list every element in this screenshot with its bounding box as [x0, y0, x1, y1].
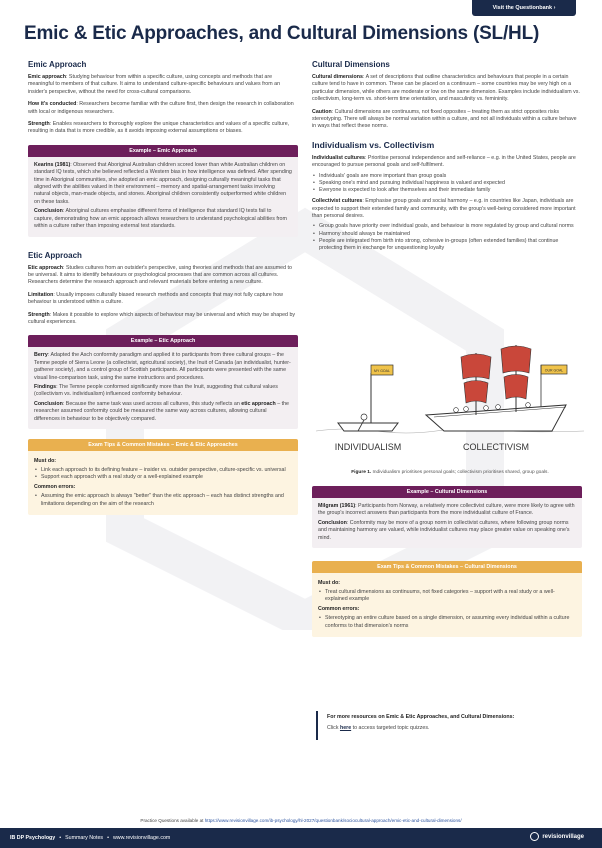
- collectivism-label: COLLECTIVISM: [462, 442, 530, 452]
- tips-dimensions-heading: Exam Tips & Common Mistakes – Cultural Dimensions: [312, 561, 582, 573]
- footer-separator: •: [59, 835, 62, 841]
- must-do-label: Must do:: [34, 458, 57, 464]
- emic-heading: Emic Approach: [28, 60, 87, 69]
- example-etic-box: [28, 335, 298, 429]
- dimensions-definition: Cultural dimensions: A set of descriptions that outline characteristics and behaviours that people in a certain culture tend to have in common. These can be placed on a continuum – some countries may be very high on a particular dimension, while others are moderate or low on the same dimension. Examples include individualism vs. collectivism, long-term vs. short-term time orientation, and masculinity vs. femininity.: [312, 74, 580, 103]
- example-dimensions-box: [312, 486, 582, 548]
- list-item: • Individuals' goals are more important than group goals: [312, 173, 582, 180]
- practice-line: Practice Questions available at https://www.revisionvillage.com/ib-psychology/hl-2027/questionbank/sociocultural-approach/emic-etic-and-cultural-dimensions/: [140, 818, 462, 823]
- tips-emic-etic-heading: Exam Tips & Common Mistakes – Emic & Etic Approaches: [28, 439, 298, 451]
- revisionvillage-logo: revisionvillage: [530, 832, 584, 841]
- footer-separator: •: [107, 835, 109, 841]
- flag-left-text: MY GOAL: [374, 369, 390, 373]
- figure-caption: Figure 1. Individualism prioritises personal goals; collectivism prioritises shared, group goals.: [351, 470, 549, 475]
- page-title: Emic & Etic Approaches, and Cultural Dimensions (SL/HL): [24, 23, 540, 44]
- dimensions-caution: Caution: Cultural dimensions are continuums, not fixed opposites – treating them as strict opposites risks stereotyping. There will always be normal variation within a culture, and not all individuals within a culture behave in ways that reflect these norms.: [312, 108, 577, 130]
- tips-dimensions-box: [312, 561, 582, 637]
- individual-boat: [338, 365, 398, 431]
- example-emic-box: [28, 145, 298, 237]
- collectivist-definition: Collectivist cultures: Emphasise group goals and social harmony – e.g. in countries like Japan, individuals are expected to support their extended family and community, with the group's well-being considered more important than personal desires.: [312, 198, 576, 220]
- cultural-dimensions-heading: Cultural Dimensions: [312, 60, 390, 69]
- example-dimensions-heading: Example – Cultural Dimensions: [312, 486, 582, 498]
- individualism-label: INDIVIDUALISM: [334, 442, 402, 452]
- list-item: • Speaking one's mind and pursuing individual happiness is valued and expected: [312, 180, 582, 187]
- resources-box: [316, 711, 584, 740]
- visit-questionbank-button[interactable]: Visit the Questionbank ›: [472, 0, 576, 16]
- right-lower-column: [312, 486, 582, 645]
- etic-definition: Etic approach: Studies cultures from an outsider's perspective, using theories and methods that are assumed to be universal. It aims to identify behaviours or psychological processes that are common across all cultures. Researchers determine the research approach and relevant materials before entering a new culture.: [28, 264, 292, 286]
- must-do-label: Must do:: [318, 580, 341, 587]
- footer-notes: Summary Notes: [65, 835, 104, 841]
- etic-heading: Etic Approach: [28, 250, 82, 260]
- list-item: • Link each approach to its defining feature – insider vs. outsider perspective, culture-specific vs. universal: [34, 467, 292, 474]
- footer-site-link[interactable]: www.revisionvillage.com: [112, 835, 171, 841]
- footer-brand: IB DP Psychology: [10, 835, 56, 841]
- individualist-definition: Individualist cultures: Prioritise personal independence and self-reliance – e.g. in the United States, people are encouraged to pursue personal goals and self-fulfilment.: [312, 154, 576, 169]
- example-etic-heading: Example – Etic Approach: [28, 335, 298, 347]
- practice-url-link[interactable]: https://www.revisionvillage.com/ib-psychology/hl-2027/questionbank/sociocultural-approach/emic-etic-and-cultural-dimensions/: [204, 818, 462, 823]
- resources-line: Click here to access targeted topic quizzes.: [327, 725, 430, 732]
- milgram-conclusion: Conclusion: Conformity may be more of a group norm in collectivist cultures, where following group norms and maintaining harmony are valued, while individualist cultures may place greater value on speaking one's mind.: [318, 519, 570, 541]
- etic-strength: Strength: Makes it possible to explore which aspects of behaviour may be universal and which may be shaped by cultural experiences.: [28, 311, 296, 325]
- milgram-study: Milgram (1961): Participants from Norway, a relatively more collectivist culture, were more likely to agree with the group's incorrect answers than participants from the more individualist culture of France.: [318, 503, 575, 517]
- quiz-link[interactable]: here: [339, 725, 352, 732]
- list-item: • Everyone is expected to look after themselves and their immediate family: [312, 187, 582, 194]
- right-column: [312, 60, 582, 255]
- footer-bar: [0, 828, 602, 848]
- list-item: • Stereotyping an entire culture based on a single dimension, or assuming every individual within a culture conforms to that dimension's norms: [318, 615, 576, 629]
- kearins-study: Kearins (1981): Observed that Aboriginal Australian children scored lower than white Australian children on standard IQ tests, which she believed reflected a Western bias in how intelligence was defined. After spending time in Aboriginal communities, she adopted an emic approach, designing culturally meaningful tasks that aligned with the abilities valued in their environment – memory and spatial-arrangement tasks involving natural objects, man-made objects, and stones. Aboriginal children consistently outperformed white children on these tasks.: [34, 161, 292, 205]
- emic-method: How it's conducted: Researchers become familiar with the culture first, then design the research in collaboration with local or indigenous researchers.: [28, 101, 294, 115]
- berry-findings: Findings: The Temne people conformed significantly more than the Inuit, suggesting that cultural values (collectivism vs. individualism) influenced conformity behaviour.: [34, 383, 278, 398]
- example-emic-heading: Example – Emic Approach: [28, 145, 298, 157]
- emic-definition: Emic approach: Studying behaviour from within a specific culture, using concepts and methods that are meaningful to members of that culture. It aims to understand culture-specific behaviours and values from an insider's perspective, without the need for cross-cultural comparisons.: [28, 74, 281, 95]
- berry-study: Berry: Adapted the Asch conformity paradigm and applied it to participants from three cultural groups – the Temne people of Sierra Leone (a collectivist, agricultural society), the Inuit of Canada (an individualist, hunter-gatherer society), and a control group of Scottish participants. All participants were presented with the same visual line-comparison task, using the same instructions and procedures.: [34, 352, 291, 381]
- tips-emic-etic-box: [28, 439, 298, 515]
- etic-limitation: Limitation: Usually imposes culturally biased research methods and concepts that may not fully capture how behaviour is understood within a culture.: [28, 291, 283, 306]
- flag-right-text: OUR GOAL: [544, 368, 564, 373]
- list-item: • Assuming the emic approach is always "better" than the etic approach – each has distinct strengths and limitations depending on the aim of the research: [34, 493, 292, 507]
- resources-title: For more resources on Emic & Etic Approaches, and Cultural Dimensions:: [327, 714, 515, 720]
- list-item: • Group goals have priority over individual goals, and behaviour is more regulated by group and cultural norms: [312, 223, 582, 230]
- collective-ship: [426, 345, 567, 431]
- list-item: • People are integrated from birth into strong, cohesive in-groups (often extended families) that continue protecting them in exchange for unquestioning loyalty: [312, 238, 582, 252]
- logo-ring-icon: [530, 832, 539, 841]
- berry-conclusion: Conclusion: Because the same task was used across all cultures, this study reflects an etic approach – the researcher assumed conformity could be measured the same way across cultures, allowing cultural differences in behaviour to be objectively compared.: [34, 400, 289, 422]
- emic-strength: Strength: Enables researchers to thoroughly explore the unique characteristics and values of a specific culture, resulting in data that is more credible, as it avoids imposing external assumptions or biases.: [28, 121, 290, 135]
- common-errors-label: Common errors:: [318, 606, 360, 613]
- boats-illustration: [316, 335, 584, 457]
- list-item: • Treat cultural dimensions as continuums, not fixed categories – support with a real study or a well-explained example: [318, 589, 576, 603]
- kearins-conclusion: Conclusion: Aboriginal cultures emphasise different forms of intelligence that standard IQ tests fail to capture, demonstrating how an emic approach allows researchers to understand psychological abilities from within a culture rather than imposing external test standards.: [34, 208, 287, 230]
- common-errors-label: Common errors:: [34, 484, 76, 491]
- list-item: • Harmony should always be maintained: [312, 231, 582, 238]
- list-item: • Support each approach with a real study or a well-explained example: [34, 474, 292, 481]
- ind-col-heading: Individualism vs. Collectivism: [312, 139, 435, 150]
- left-column: [28, 60, 298, 523]
